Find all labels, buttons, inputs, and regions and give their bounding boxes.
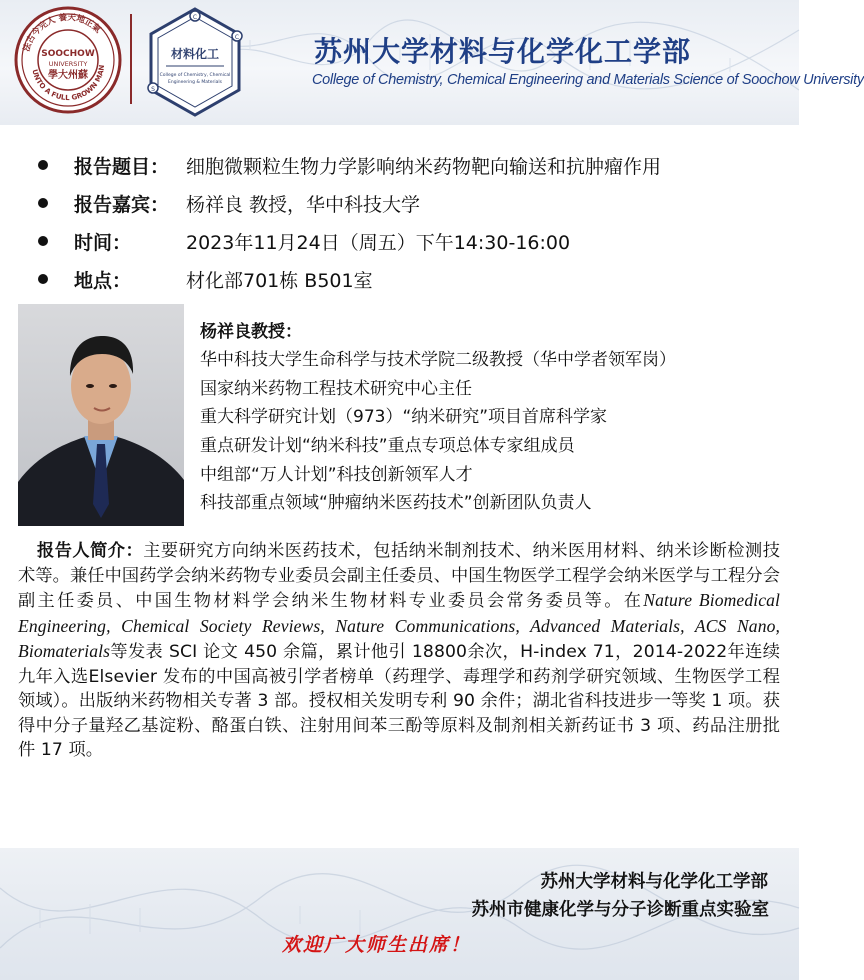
welcome-slogan: 欢迎广大师生出席！ [282, 934, 472, 956]
info-label: 报告题目： [74, 155, 170, 178]
info-speaker [38, 184, 778, 222]
info-value: 2023年11月24日（周五）下午14:30-16:00 [186, 231, 571, 254]
svg-text:學大州蘇: 學大州蘇 [48, 70, 88, 81]
info-value: 细胞微颗粒生物力学影响纳米药物靶向输送和抗肿瘤作用 [186, 155, 662, 178]
department-logo [146, 6, 244, 118]
header-divider [130, 14, 132, 104]
speaker-title-line: 重大科学研究计划（973）“纳米研究”项目首席科学家 [200, 407, 608, 428]
bullet-icon [38, 236, 48, 246]
speaker-title-line: 重点研发计划“纳米科技”重点专项总体专家组成员 [200, 436, 575, 457]
info-label: 地点： [74, 269, 132, 292]
speaker-title-line: 国家纳米药物工程技术研究中心主任 [200, 378, 472, 399]
bullet-icon [38, 198, 48, 208]
organizer-college: 苏州大学材料与化学化工学部 [540, 872, 768, 892]
info-value: 材化部701栋 B501室 [186, 269, 373, 292]
svg-text:UNTO A FULL GROWN MAN: UNTO A FULL GROWN MAN [30, 64, 107, 103]
organizer-lab: 苏州市健康化学与分子诊断重点实验室 [471, 900, 769, 920]
svg-text:法古今完人 養天地正氣: 法古今完人 養天地正氣 [21, 12, 103, 53]
event-info-list [38, 146, 778, 298]
info-location [38, 260, 778, 298]
speaker-bio [200, 318, 780, 518]
intro-text-part1: 主要研究方向纳米医药技术，包括纳米制剂技术、纳米医用材料、纳米诊断检测技术等。兼任中国药学会纳米药物专业委员会副主任委员、中国生物医学工程学会纳米医学与工程分会副主任委员、中国生物材料学会纳米生物材料专业委员会常务委员等。在 [18, 541, 780, 611]
svg-text:材料化工: 材料化工 [170, 47, 220, 61]
info-time [38, 222, 778, 260]
bullet-icon [38, 160, 48, 170]
bullet-icon [38, 274, 48, 284]
footer-banner [0, 848, 799, 980]
svg-text:UNIVERSITY: UNIVERSITY [48, 60, 88, 68]
svg-text:College of Chemistry, Chemical: College of Chemistry, Chemical [159, 73, 231, 78]
header-banner [0, 0, 864, 125]
svg-text:Engineering & Materials: Engineering & Materials [168, 80, 222, 85]
info-label: 时间： [74, 231, 132, 254]
speaker-photo [18, 304, 184, 526]
speaker-title-line: 中组部“万人计划”科技创新领军人才 [200, 464, 473, 485]
info-value: 杨祥良 教授，华中科技大学 [186, 193, 421, 216]
info-topic [38, 146, 778, 184]
svg-text:C: C [234, 34, 240, 41]
intro-journals: Nature Biomedical Engineering, Chemical Society Reviews, Nature Communications, Advanced Materials, ACS Nano, Biomaterials [18, 590, 780, 661]
college-title-cn: 苏州大学材料与化学化工学部 [314, 35, 692, 68]
info-label: 报告嘉宾： [74, 193, 170, 216]
svg-text:C: C [192, 14, 198, 21]
svg-text:S: S [151, 86, 155, 93]
speaker-title-line: 科技部重点领域“肿瘤纳米医药技术”创新团队负责人 [200, 493, 592, 514]
speaker-name: 杨祥良教授： [200, 322, 302, 342]
svg-text:SOOCHOW: SOOCHOW [41, 49, 95, 59]
soochow-university-seal [14, 6, 122, 114]
speaker-title-line: 华中科技大学生命科学与技术学院二级教授（华中学者领军岗） [200, 350, 676, 370]
college-title-en: College of Chemistry, Chemical Engineering and Materials Science of Soochow University [312, 72, 864, 88]
intro-label: 报告人简介： [37, 541, 144, 561]
intro-text-part2: 等发表 SCI 论文 450 余篇，累计他引 18800余次，H-index 71，2014-2022年连续九年入选Elsevier 发布的中国高被引学者榜单（药理学、毒理学和药剂学研究领域、生物医学工程领域）。出版纳米药物相关专著 3 部。授权相关发明专利 90 余件；湖北省科技进步一等奖 1 项。获得中分子量羟乙基淀粉、酪蛋白铁、注射用间苯三酚等原料及制剂相关新药证书 3 项、药品注册批件 17 项。 [18, 642, 780, 760]
speaker-introduction [18, 539, 780, 763]
